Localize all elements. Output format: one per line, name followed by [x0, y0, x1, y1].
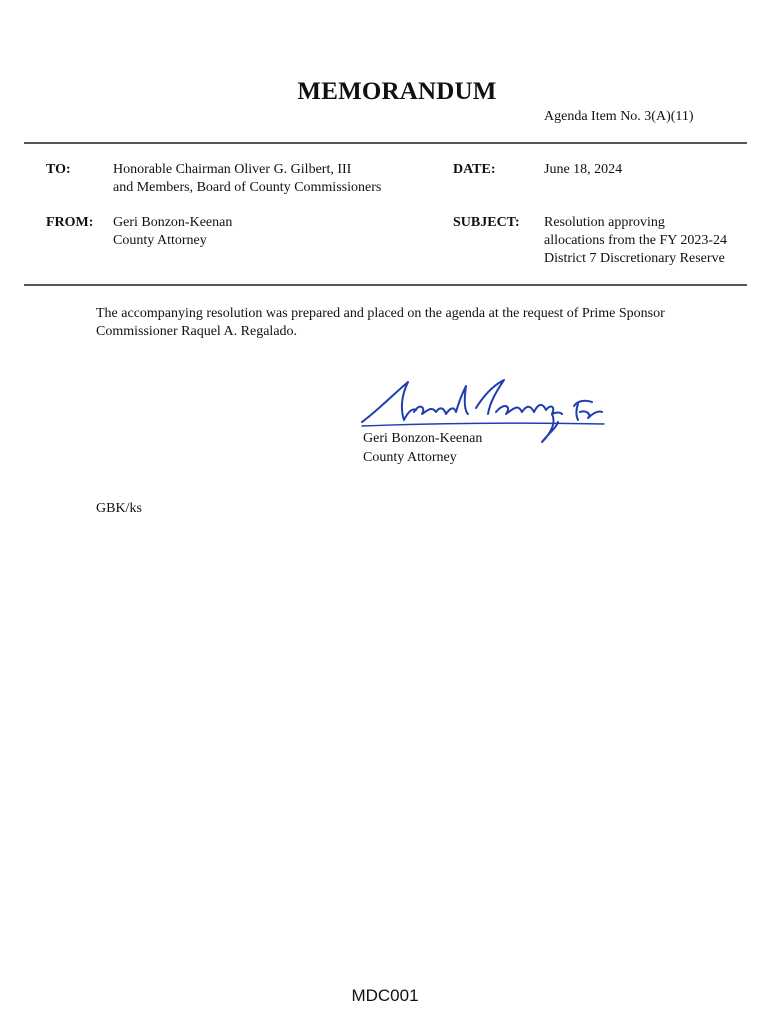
- to-line: Honorable Chairman Oliver G. Gilbert, III: [113, 162, 352, 177]
- date-label: DATE:: [453, 162, 496, 177]
- from-sender: [113, 214, 232, 250]
- from-line: County Attorney: [113, 233, 207, 248]
- body-line: Commissioner Raquel A. Regalado.: [96, 324, 298, 339]
- header-divider-bottom: [24, 284, 747, 286]
- from-line: Geri Bonzon-Keenan: [113, 215, 233, 230]
- subject-value: [544, 214, 727, 268]
- header-divider-top: [24, 142, 747, 144]
- memo-body: [96, 305, 736, 341]
- signature-name: Geri Bonzon-Keenan: [363, 431, 483, 446]
- document-code: MDC001: [351, 986, 419, 1005]
- from-label: FROM:: [46, 215, 94, 230]
- typist-initials: GBK/ks: [96, 501, 142, 516]
- subject-line: District 7 Discretionary Reserve: [544, 251, 725, 266]
- to-label: TO:: [46, 162, 71, 177]
- memo-title: MEMORANDUM: [297, 78, 497, 105]
- to-recipient: [113, 161, 381, 197]
- subject-line: Resolution approving: [544, 215, 665, 230]
- subject-line: allocations from the FY 2023-24: [544, 233, 728, 248]
- to-line: and Members, Board of County Commissioners: [113, 180, 382, 195]
- date-value: June 18, 2024: [544, 162, 623, 177]
- body-line: The accompanying resolution was prepared and placed on the agenda at the request of Prime Sponsor: [96, 306, 665, 321]
- signature-title: County Attorney: [363, 450, 457, 465]
- subject-label: SUBJECT:: [453, 215, 520, 230]
- agenda-item-number: Agenda Item No. 3(A)(11): [544, 109, 694, 124]
